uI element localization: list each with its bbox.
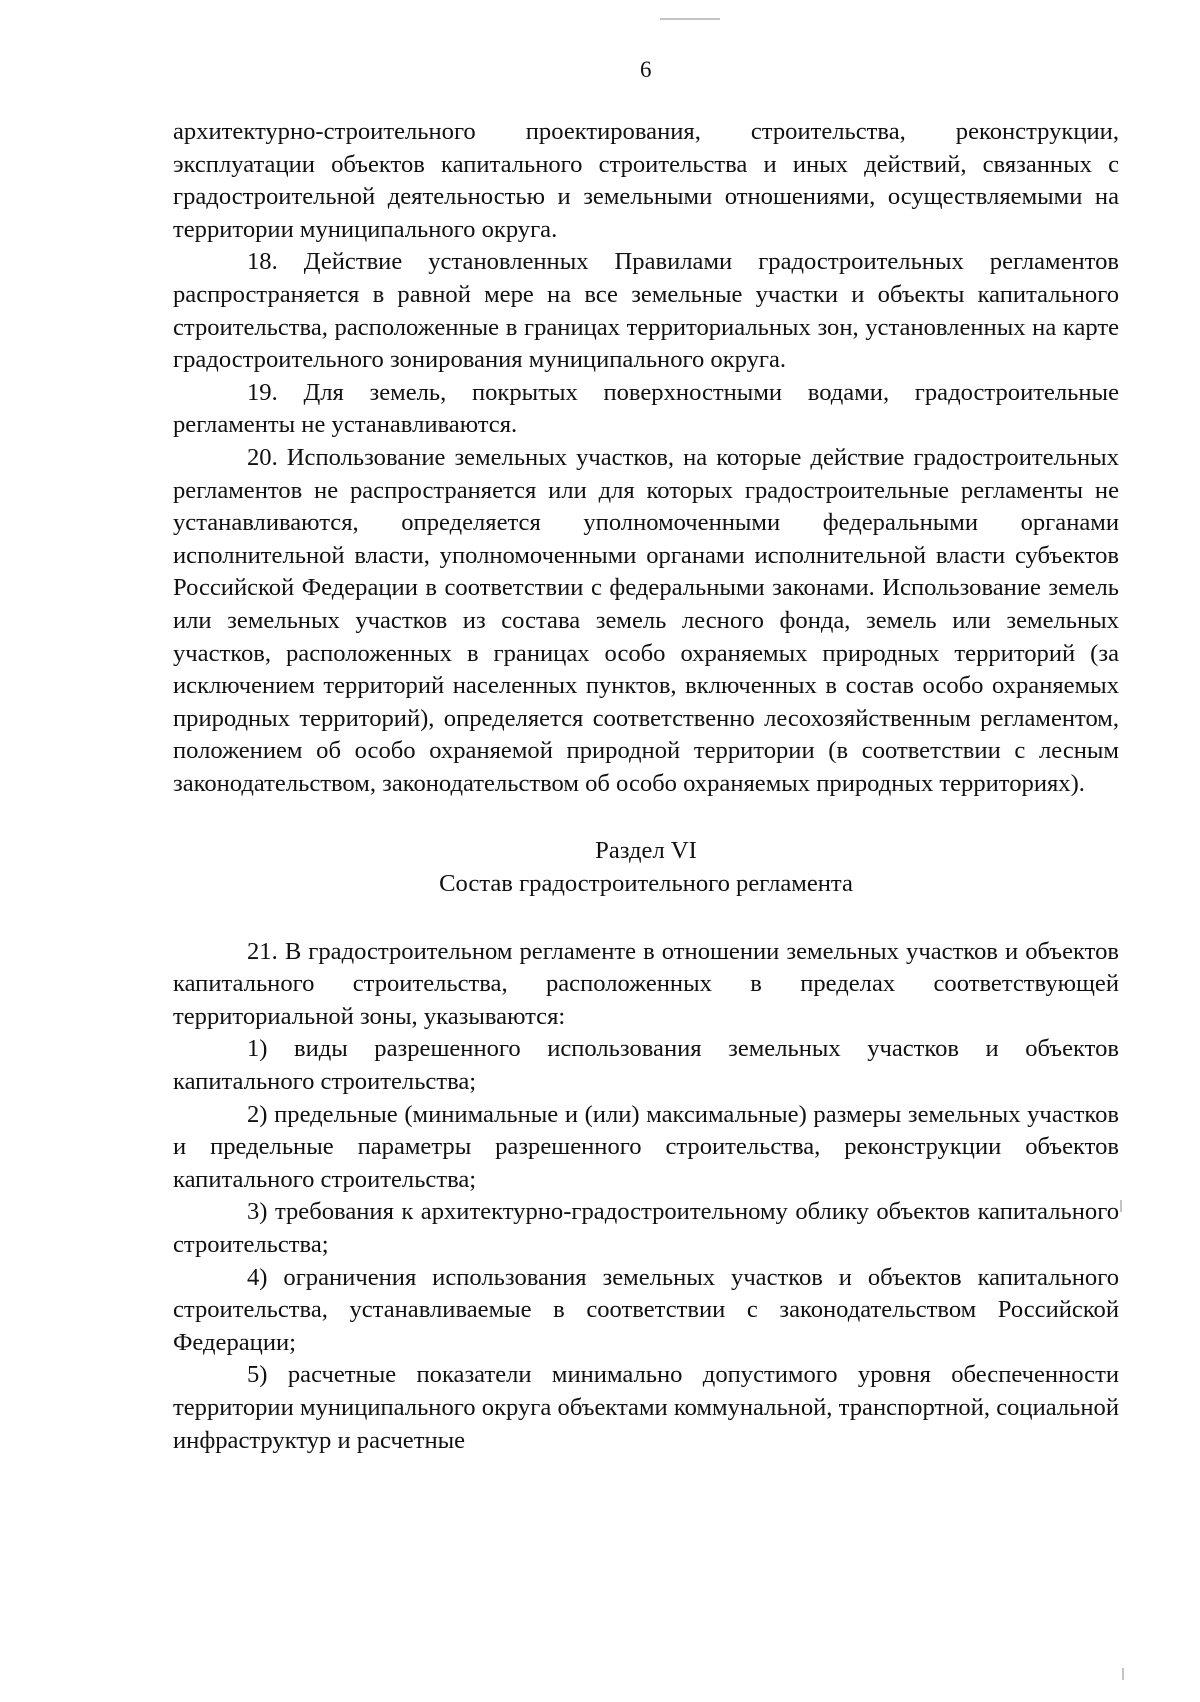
list-item-1: 1) виды разрешенного использования земельных участков и объектов капитального строительства;	[173, 1035, 1119, 1096]
scan-speck	[660, 18, 720, 20]
document-body	[173, 116, 1119, 1457]
scan-speck	[1122, 1668, 1124, 1680]
list-item-5: 5) расчетные показатели минимально допустимого уровня обеспеченности территории муниципального округа объектами коммунальной, транспортной, социальной инфраструктур и расчетные	[173, 1361, 1119, 1454]
section-title: Состав градостроительного регламента	[439, 870, 853, 898]
page-number: 6	[640, 57, 652, 82]
paragraph-19: 19. Для земель, покрытых поверхностными водами, градостроительные регламенты не устанавливаются.	[173, 378, 1119, 439]
list-item-4: 4) ограничения использования земельных участков и объектов капитального строительства, устанавливаемые в соответствии с законодательством Российской Федерации;	[173, 1263, 1119, 1356]
scan-speck	[1120, 1200, 1122, 1212]
paragraph-20: 20. Использование земельных участков, на которые действие градостроительных регламентов не распространяется или для которых градостроительные регламенты не устанавливаются, определяется уполномоченными федеральными органами исполнительной власти, уполномоченными органами исполнительной власти субъектов Российской Федерации в соответствии с федеральными законами. Использование земель или земельных участков из состава земель лесного фонда, земель или земельных участков, расположенных в границах особо охраняемых природных территорий (за исключением территорий населенных пунктов, включенных в состав особо охраняемых природных территорий), определяется соответственно лесохозяйственным регламентом, положением об особо охраняемой природной территории (в соответствии с лесным законодательством, законодательством об особо охраняемых природных территориях).	[173, 443, 1119, 797]
paragraph-21: 21. В градостроительном регламенте в отношении земельных участков и объектов капитального строительства, расположенных в пределах соответствующей территориальной зоны, указываются:	[173, 937, 1119, 1030]
paragraph-18: 18. Действие установленных Правилами градостроительных регламентов распространяется в равной мере на все земельные участки и объекты капитального строительства, расположенные в границах территориальных зон, установленных на карте градостроительного зонирования муниципального округа.	[173, 248, 1119, 374]
list-item-2: 2) предельные (минимальные и (или) максимальные) размеры земельных участков и предельные параметры разрешенного строительства, реконструкции объектов капитального строительства;	[173, 1100, 1119, 1193]
section-label: Раздел VI	[595, 837, 697, 865]
paragraph-continuation: архитектурно-строительного проектирования, строительства, реконструкции, эксплуатации объектов капитального строительства и иных действий, связанных с градостроительной деятельностью и земельными отношениями, осуществляемыми на территории муниципального округа.	[173, 118, 1119, 243]
list-item-3: 3) требования к архитектурно-градостроительному облику объектов капитального строительства;	[173, 1198, 1119, 1258]
